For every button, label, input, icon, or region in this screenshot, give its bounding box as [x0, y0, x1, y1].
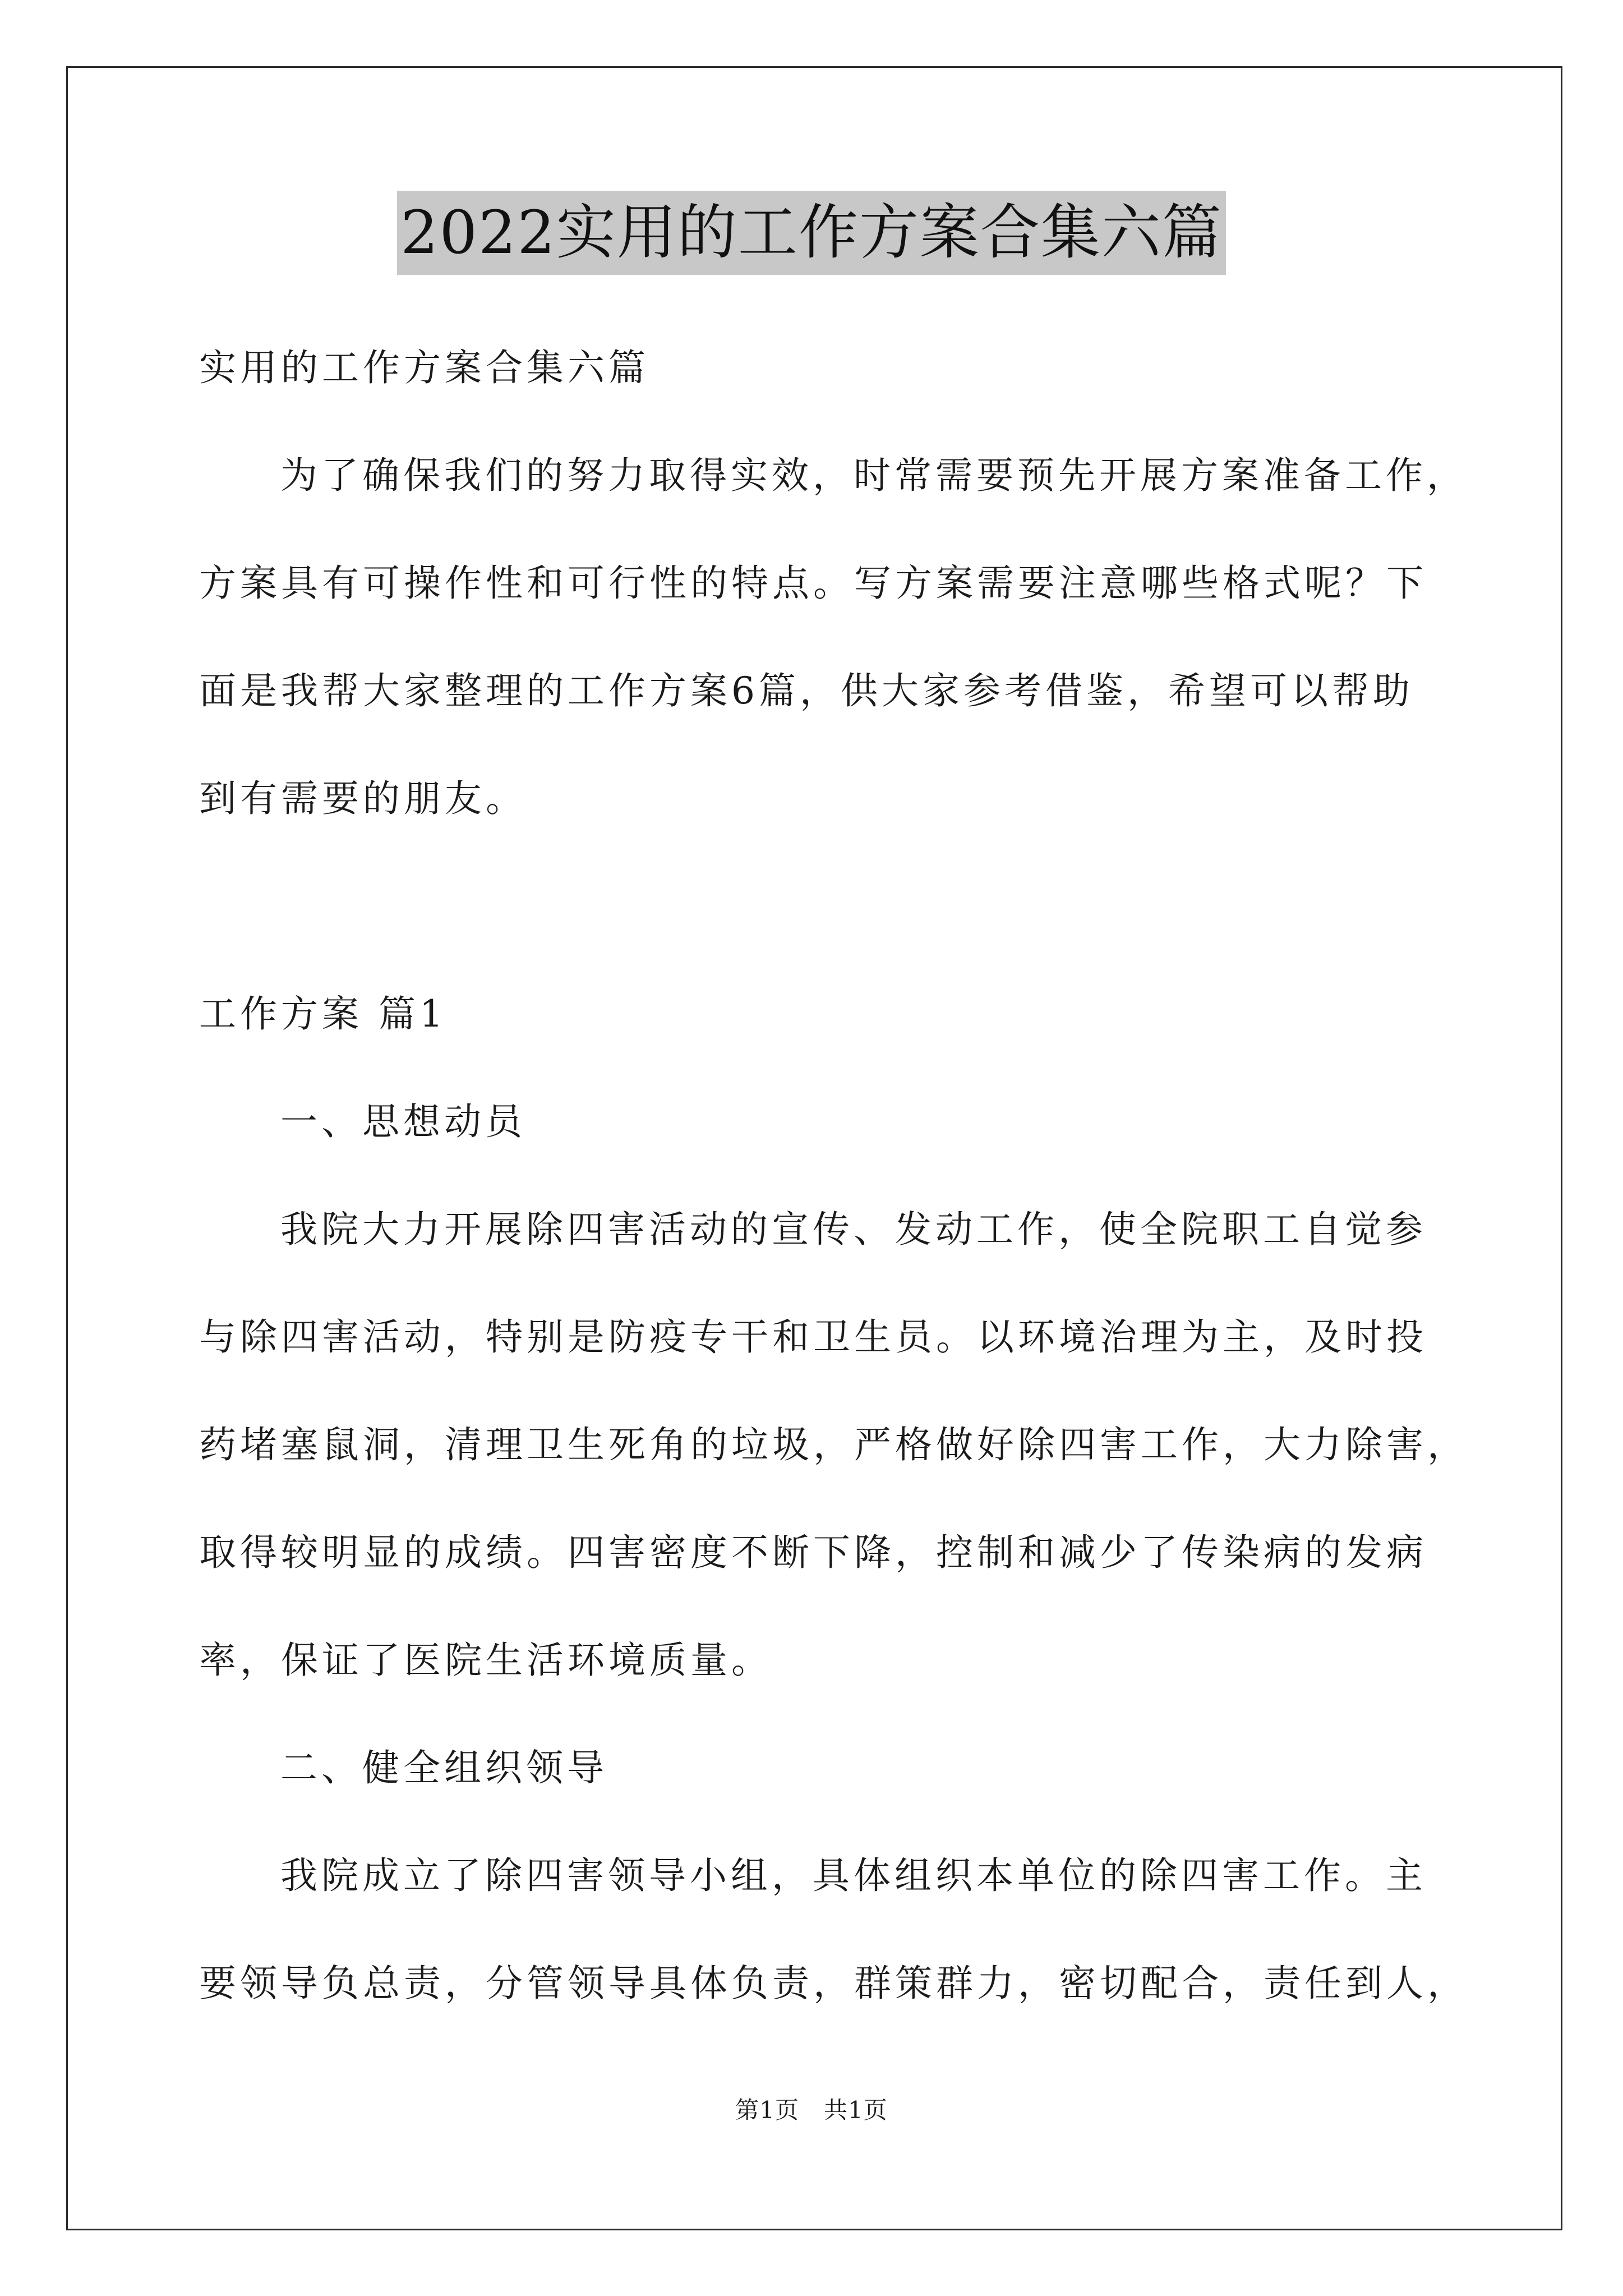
title-container — [0, 191, 1623, 275]
subsection-heading: 一、思想动员 — [280, 1100, 526, 1143]
document-body — [199, 314, 1468, 2037]
body-paragraph-line: 要领导负总责，分管领导具体负责，群策群力，密切配合，责任到人， — [199, 1962, 1468, 2005]
body-paragraph-line: 率，保证了医院生活环境质量。 — [199, 1639, 772, 1682]
intro-paragraph-line: 到有需要的朋友。 — [199, 777, 527, 820]
page-number: 第1页 — [735, 2096, 799, 2124]
body-paragraph-line: 我院成立了除四害领导小组，具体组织本单位的除四害工作。主 — [280, 1854, 1427, 1897]
page-total: 共1页 — [824, 2096, 888, 2124]
intro-paragraph-line: 方案具有可操作性和可行性的特点。写方案需要注意哪些格式呢？下 — [199, 562, 1427, 605]
section-heading: 工作方案 篇1 — [199, 992, 447, 1036]
document-title: 2022实用的工作方案合集六篇 — [397, 191, 1226, 275]
body-paragraph-line: 我院大力开展除四害活动的宣传、发动工作，使全院职工自觉参 — [280, 1208, 1427, 1251]
intro-paragraph-line: 为了确保我们的努力取得实效，时常需要预先开展方案准备工作， — [280, 454, 1468, 497]
body-paragraph-line: 与除四害活动，特别是防疫专干和卫生员。以环境治理为主，及时投 — [199, 1315, 1427, 1359]
body-paragraph-line: 药堵塞鼠洞，清理卫生死角的垃圾，严格做好除四害工作，大力除害， — [199, 1423, 1468, 1466]
paragraph-gap — [199, 853, 1433, 960]
body-paragraph-line: 取得较明显的成绩。四害密度不断下降，控制和减少了传染病的发病 — [199, 1531, 1427, 1574]
subsection-heading: 二、健全组织领导 — [280, 1746, 608, 1789]
page-footer — [0, 2093, 1623, 2127]
intro-paragraph-line: 面是我帮大家整理的工作方案6篇，供大家参考借鉴，希望可以帮助 — [199, 669, 1414, 712]
subtitle-line: 实用的工作方案合集六篇 — [199, 346, 649, 389]
